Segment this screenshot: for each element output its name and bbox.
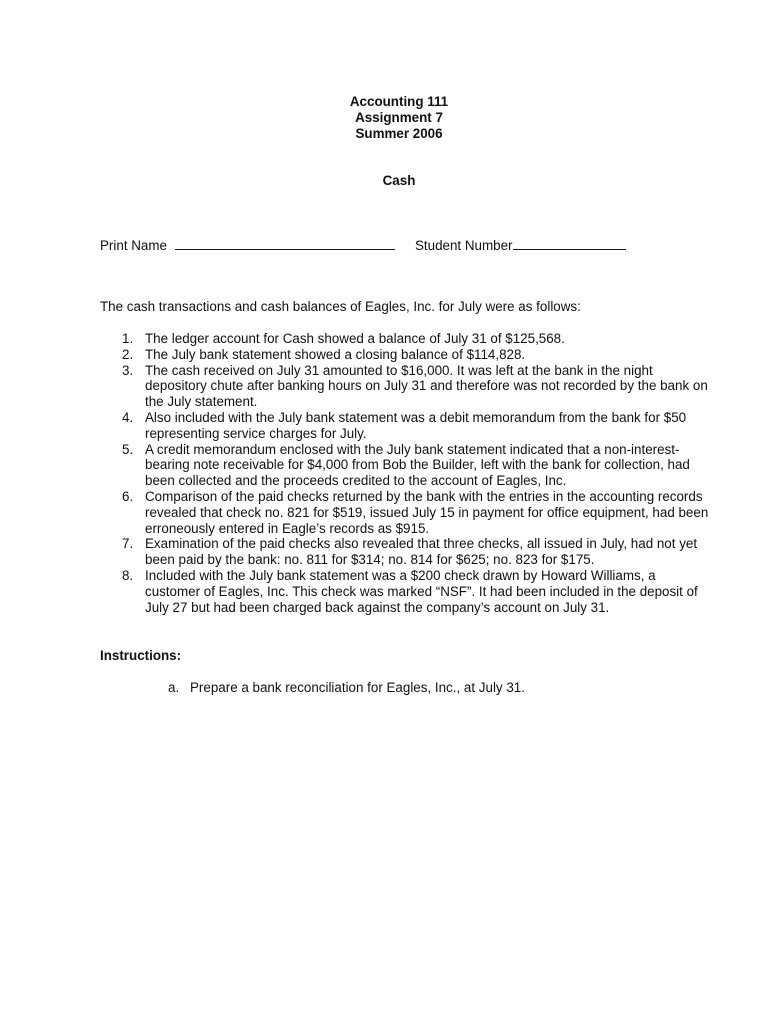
item-text: Examination of the paid checks also revealed that three checks, all issued in July, had not yet been paid by the bank: no. 811 for $314; no. 814 for $625; no. 823 for $175. — [145, 536, 698, 568]
list-item — [100, 442, 710, 489]
item-number: 7. — [122, 536, 134, 552]
list-item — [100, 410, 710, 442]
topic-title: Cash — [382, 173, 416, 188]
list-item — [100, 489, 710, 536]
student-info-row — [100, 237, 626, 254]
instruction-item — [168, 680, 525, 696]
list-item — [100, 536, 710, 568]
item-text: The cash received on July 31 amounted to $16,000. It was left at the bank in the night depository chute after banking hours on July 31 and therefore was not recorded by the bank on the July statement. — [145, 362, 708, 410]
student-number-blank — [513, 237, 626, 250]
instruction-text: Prepare a bank reconciliation for Eagles, Inc., at July 31. — [190, 680, 525, 695]
item-number: 1. — [122, 331, 134, 346]
item-text: Included with the July bank statement was a $200 check drawn by Howard Williams, a customer of Eagles, Inc. This check was marked “NSF”. It had been included in the deposit of July 27 but had been charged back against the company’s account on July 31. — [145, 567, 698, 615]
assignment-title: Assignment 7 — [355, 110, 443, 125]
item-number: 2. — [122, 346, 134, 362]
student-number-label: Student Number — [414, 238, 513, 253]
term-title: Summer 2006 — [355, 126, 443, 141]
intro-text: The cash transactions and cash balances of Eagles, Inc. for July were as follows: — [100, 299, 581, 314]
list-item — [100, 331, 710, 347]
instruction-letter: a. — [168, 680, 180, 695]
item-number: 5. — [122, 441, 134, 457]
item-text: The July bank statement showed a closing balance of $114,828. — [145, 346, 526, 362]
item-text: The ledger account for Cash showed a balance of July 31 of $125,568. — [145, 331, 565, 346]
instructions-heading: Instructions: — [100, 648, 182, 663]
item-text: Comparison of the paid checks returned by the bank with the entries in the accounting records revealed that check no. 821 for $519, issued July 15 in payment for office equipment, had been erroneously entered in Eagle’s records as $915. — [145, 488, 709, 536]
list-item — [100, 347, 710, 363]
item-number: 6. — [122, 488, 134, 504]
item-number: 4. — [122, 409, 134, 425]
item-text: A credit memorandum enclosed with the July bank statement indicated that a non-interest-bearing note receivable for $4,000 from Bob the Builder, left with the bank for collection, had been collected and the proceeds credited to the account of Eagles, Inc. — [145, 441, 690, 489]
item-text: Also included with the July bank statement was a debit memorandum from the bank for $50 representing service charges for July. — [145, 409, 687, 441]
item-number: 3. — [122, 362, 134, 378]
list-item — [100, 568, 710, 615]
transaction-list — [100, 331, 710, 615]
list-item — [100, 363, 710, 410]
print-name-label: Print Name — [100, 238, 167, 253]
course-title: Accounting 111 — [349, 94, 449, 109]
item-number: 8. — [122, 567, 134, 583]
print-name-blank — [175, 237, 395, 250]
